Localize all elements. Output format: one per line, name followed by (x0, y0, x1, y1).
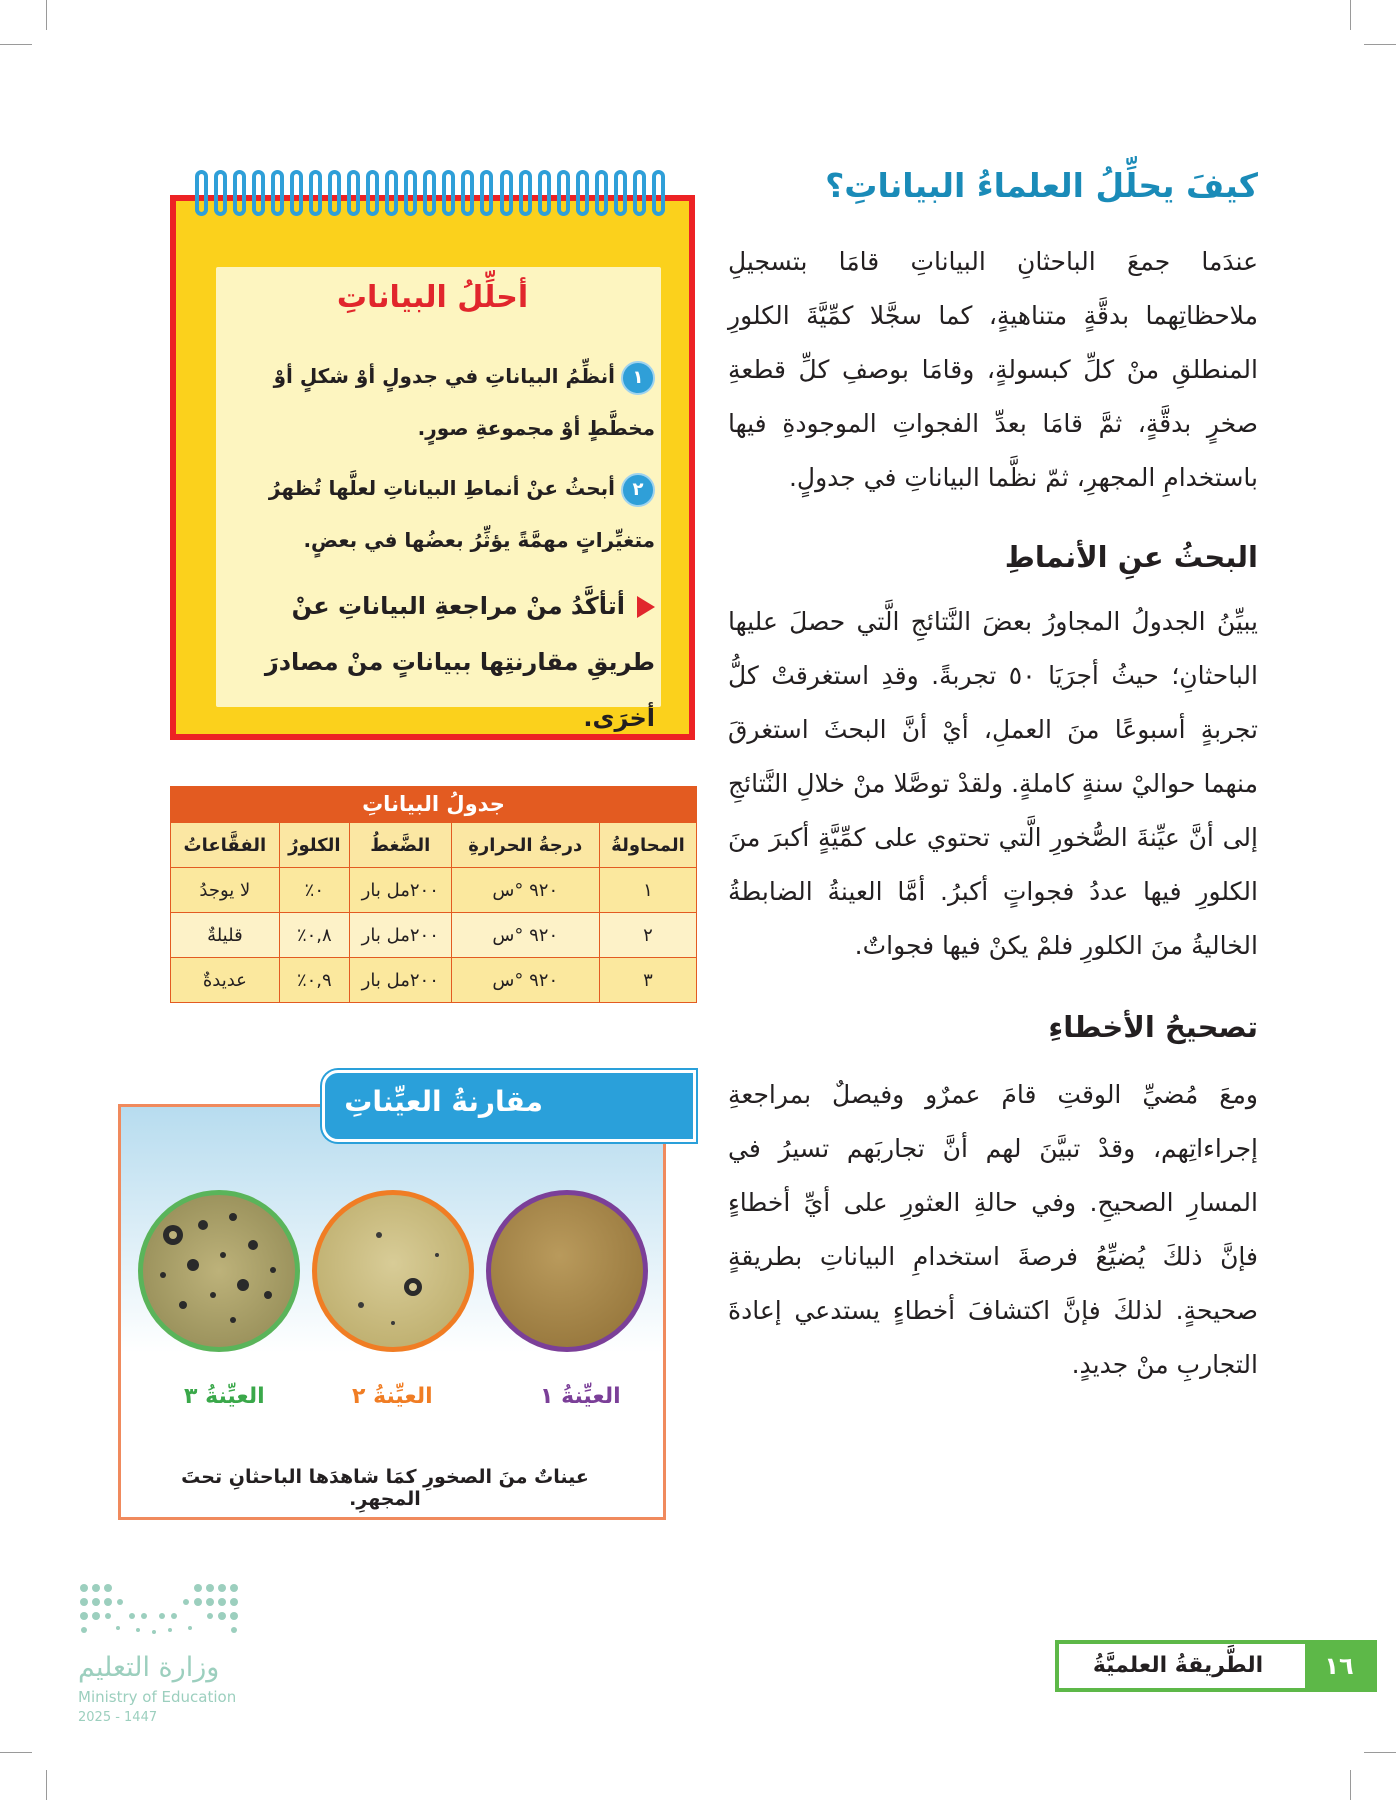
table-header: الكلورُ (279, 823, 349, 868)
notebook-title: أحلِّلُ البياناتِ (336, 280, 529, 315)
data-table-grid (170, 822, 697, 1003)
ministry-name-english: Ministry of Education (78, 1688, 237, 1706)
notebook-tip (220, 578, 655, 746)
spiral-ring (404, 170, 417, 216)
notebook-step-2 (220, 462, 655, 566)
tip-text: أتأكَّدُ منْ مراجعةِ البياناتِ عنْ طريقِ مقارنتِها ببياناتٍ منْ مصادرَ أخرَى. (264, 592, 655, 732)
sample-2-bubbles (317, 1195, 469, 1347)
table-row (171, 958, 697, 1003)
table-cell: ٢٠٠مل بار (349, 868, 451, 913)
table-row (171, 868, 697, 913)
table-cell: ٠٪ (279, 868, 349, 913)
pointer-triangle-icon (637, 596, 655, 618)
table-cell: ١ (599, 868, 696, 913)
table-cell: ٢ (599, 913, 696, 958)
spiral-ring (347, 170, 360, 216)
samples-title: مقارنةُ العيِّناتِ (344, 1085, 543, 1118)
step-1-text: أنظِّمُ البياناتِ في جدولٍ أوْ شكلٍ أوْ مخطَّطٍ أوْ مجموعةِ صورٍ. (273, 364, 655, 440)
sample-2-label: العيِّنةُ ٢ (352, 1384, 433, 1409)
table-cell: ٩٢٠ °س (451, 913, 599, 958)
table-cell: قليلةٌ (171, 913, 280, 958)
spiral-ring (461, 170, 474, 216)
crop-mark (1350, 0, 1351, 30)
intro-paragraph: عندَما جمعَ الباحثانِ البياناتِ قامَا بتسجيلِ ملاحظاتِهما بدقَّةٍ متناهيةٍ، كما سجَّلا كمِّيَّةَ الكلورِ المنطلقِ منْ كلِّ كبسولةٍ، وقامَا بوصفِ كلِّ قطعةِ صخرٍ بدقَّةٍ، ثمَّ قامَا بعدِّ الفجواتِ الموجودةِ فيها باستخدامِ المجهرِ، ثمّ نظَّما البياناتِ في جدولٍ. (728, 247, 1258, 492)
sample-1-label: العيِّنةُ ١ (540, 1384, 621, 1409)
table-cell: ٢٠٠مل بار (349, 958, 451, 1003)
spiral-ring (214, 170, 227, 216)
sample-2-image (312, 1190, 474, 1352)
spiral-ring (385, 170, 398, 216)
table-cell: ٢٠٠مل بار (349, 913, 451, 958)
main-heading: كيفَ يحلِّلُ العلماءُ البياناتِ؟ (825, 166, 1258, 205)
spiral-ring (423, 170, 436, 216)
crop-mark (1364, 1752, 1396, 1753)
page-number: ١٦ (1305, 1644, 1373, 1688)
sample-3-label: العيِّنةُ ٣ (184, 1384, 265, 1409)
ministry-logo-icon (78, 1580, 248, 1640)
spiral-ring (500, 170, 513, 216)
sample-3-bubbles (143, 1195, 295, 1347)
table-header: الضَّغطُ (349, 823, 451, 868)
ministry-year: 2025 - 1447 (78, 1710, 158, 1725)
step-number-badge: ٢ (621, 473, 655, 507)
table-cell: ٣ (599, 958, 696, 1003)
table-row (171, 913, 697, 958)
table-header: المحاولةُ (599, 823, 696, 868)
spiral-ring (480, 170, 493, 216)
table-cell: ٠,٨٪ (279, 913, 349, 958)
samples-title-tab (322, 1070, 696, 1142)
crop-mark (46, 1770, 47, 1800)
spiral-ring (519, 170, 532, 216)
ministry-name-arabic: وزارة التعليم (78, 1652, 220, 1683)
section-title-errors: تصحيحُ الأخطاءِ (1048, 1010, 1258, 1044)
notebook-spiral (195, 170, 665, 230)
spiral-ring (309, 170, 322, 216)
spiral-ring (252, 170, 265, 216)
spiral-ring (233, 170, 246, 216)
table-header: الفقَّاعاتُ (171, 823, 280, 868)
patterns-paragraph: يبيِّنُ الجدولُ المجاورُ بعضَ النَّتائجِ الَّتي حصلَ عليها الباحثانِ؛ حيثُ أجرَيَا ٥٠ تجربةً. وقدِ استغرقتْ كلُّ تجربةٍ أسبوعًا منَ العملِ، أيْ أنَّ البحثَ استغرقَ منهما حواليْ سنةٍ كاملةٍ. ولقدْ توصَّلا منْ خلالِ النَّتائجِ إلى أنَّ عيِّنةَ الصُّخورِ الَّتي تحتوي على كمِّيَّةٍ أكبرَ منَ الكلورِ فيها عددُ فجواتٍ أكبرُ. أمَّا العينةُ الضابطةُ الخاليةُ منَ الكلورِ فلمْ يكنْ فيها فجواتٌ. (728, 607, 1258, 960)
crop-mark (0, 1752, 32, 1753)
spiral-ring (366, 170, 379, 216)
step-2-text: أبحثُ عنْ أنماطِ البياناتِ لعلَّها تُظهرُ متغيِّراتٍ مهمَّةً يؤثِّرُ بعضُها في بعضٍ. (268, 476, 655, 552)
sample-1-image (486, 1190, 648, 1352)
table-cell: لا يوجدُ (171, 868, 280, 913)
samples-caption: عيناتٌ منَ الصخورِ كمَا شاهدَها الباحثانِ تحتَ المجهرِ. (181, 1466, 589, 1510)
table-header: درجةُ الحرارةِ (451, 823, 599, 868)
spiral-ring (328, 170, 341, 216)
crop-mark (1350, 1770, 1351, 1800)
errors-paragraph: ومعَ مُضيِّ الوقتِ قامَ عمرٌو وفيصلٌ بمراجعةِ إجراءاتِهم، وقدْ تبيَّنَ لهم أنَّ تجاربَهم تسيرُ في المسارِ الصحيحِ. وفي حالةِ العثورِ على أيِّ أخطاءٍ فإنَّ ذلكَ يُضيِّعُ فرصةَ استخدامِ البياناتِ بطريقةٍ صحيحةٍ. لذلكَ فإنَّ اكتشافَ أخطاءٍ يستدعي إعادةَ التجاربِ منْ جديدٍ. (728, 1080, 1258, 1379)
spiral-ring (290, 170, 303, 216)
spiral-ring (633, 170, 646, 216)
section-title-patterns: البحثُ عنِ الأنماطِ (1004, 540, 1258, 574)
page-footer-badge (1055, 1640, 1377, 1692)
spiral-ring (576, 170, 589, 216)
spiral-ring (652, 170, 665, 216)
crop-mark (46, 0, 47, 30)
spiral-ring (595, 170, 608, 216)
spiral-ring (614, 170, 627, 216)
table-title: جدولُ البياناتِ (170, 786, 697, 822)
spiral-ring (442, 170, 455, 216)
spiral-ring (195, 170, 208, 216)
crop-mark (1364, 44, 1396, 45)
step-number-badge: ١ (621, 361, 655, 395)
sample-3-image (138, 1190, 300, 1352)
table-header-row (171, 823, 697, 868)
crop-mark (0, 44, 32, 45)
table-cell: ٩٢٠ °س (451, 958, 599, 1003)
spiral-ring (538, 170, 551, 216)
spiral-ring (271, 170, 284, 216)
data-table (170, 786, 697, 1003)
table-cell: عديدةٌ (171, 958, 280, 1003)
spiral-ring (557, 170, 570, 216)
table-cell: ٩٢٠ °س (451, 868, 599, 913)
notebook-step-1 (220, 350, 655, 454)
table-cell: ٠,٩٪ (279, 958, 349, 1003)
chapter-title: الطَّريقةُ العلميَّةُ (1092, 1653, 1264, 1678)
